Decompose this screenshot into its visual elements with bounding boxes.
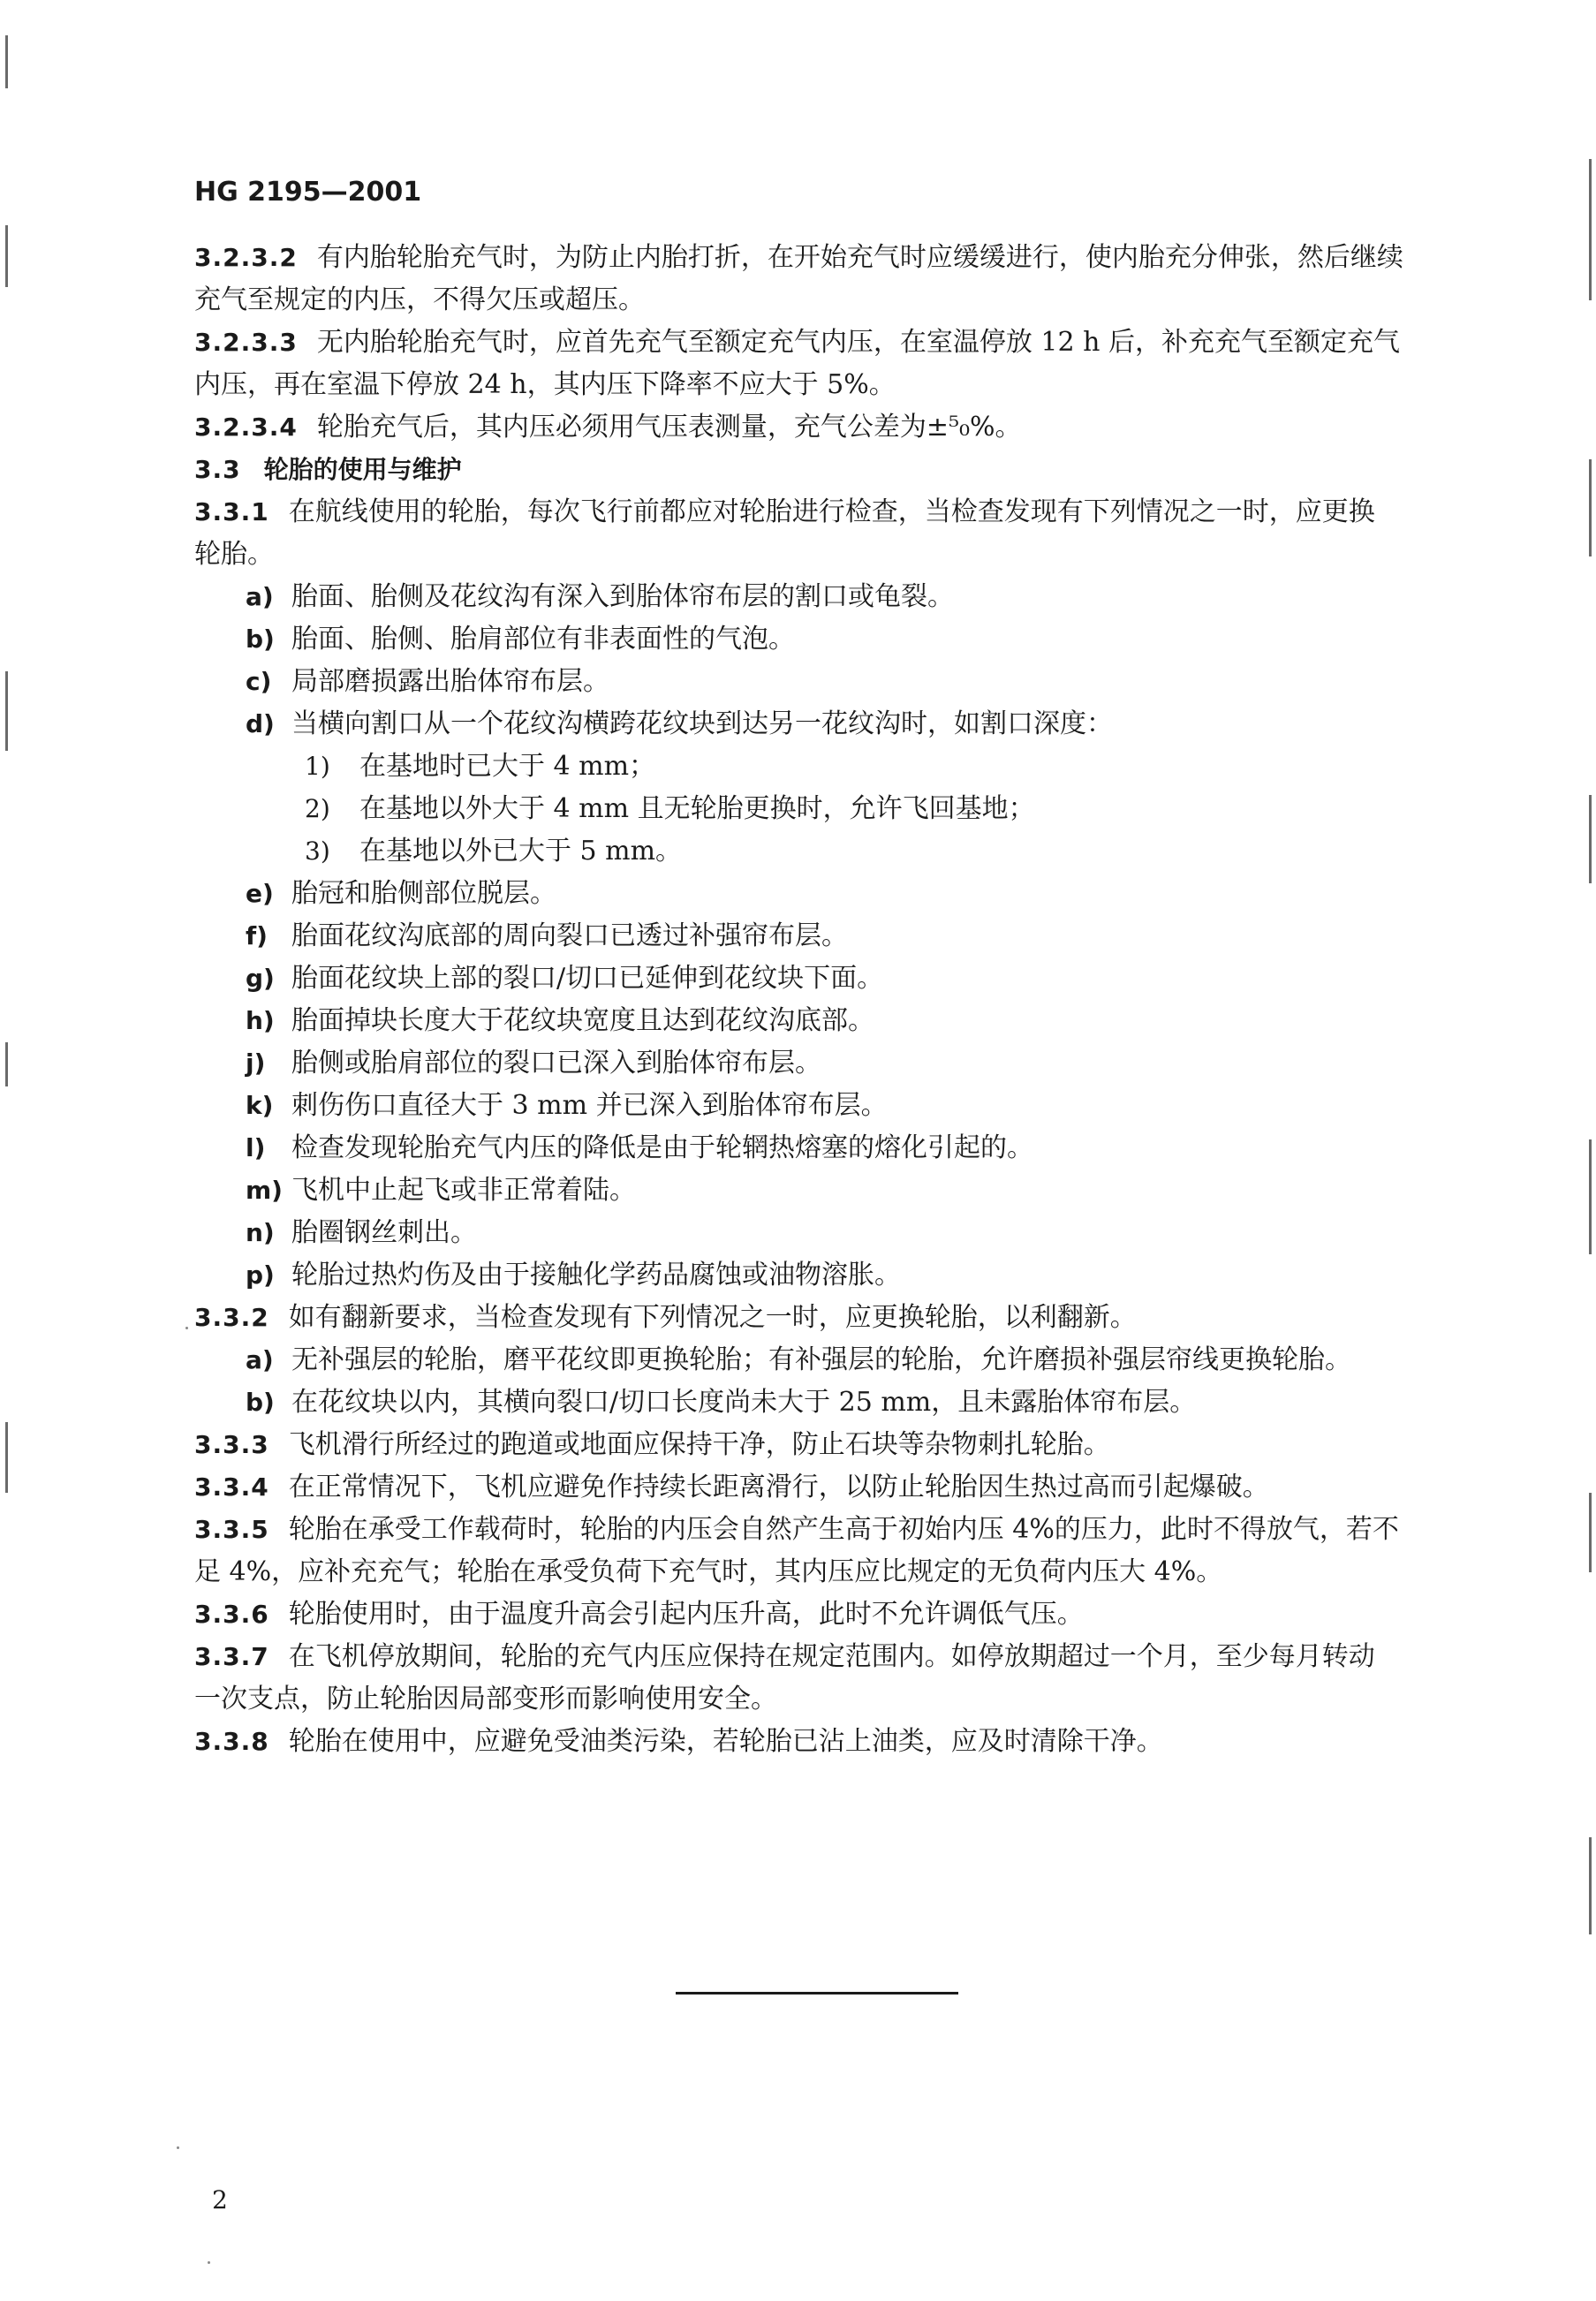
- document-body: [194, 237, 1449, 1763]
- list-item-text: 检查发现轮胎充气内压的降低是由于轮辋热熔塞的熔化引起的。: [291, 1132, 1033, 1163]
- clause-line: [194, 491, 1449, 534]
- list-item: [194, 1085, 1449, 1127]
- list-item-label: m): [246, 1176, 283, 1205]
- list-item-label: n): [246, 1218, 275, 1247]
- list-item-label: k): [246, 1091, 274, 1120]
- list-item-label: b): [246, 624, 275, 654]
- list-item-text: 飞机中止起飞或非正常着陆。: [291, 1175, 636, 1206]
- clause-text: 如有翻新要求，当检查发现有下列情况之一时，应更换轮胎，以利翻新。: [288, 1302, 1137, 1333]
- clause-number: 3.3.5: [194, 1515, 269, 1544]
- list-item-label: a): [246, 582, 274, 611]
- list-item: [194, 957, 1449, 1000]
- continuation-text: 足 4%，应补充充气；轮胎在承受负荷下充气时，其内压应比规定的无负荷内压大 4%。: [194, 1556, 1223, 1587]
- sub-list-item: [194, 830, 1449, 873]
- list-item-text: 胎面掉块长度大于花纹块宽度且达到花纹沟底部。: [291, 1005, 874, 1036]
- scan-edge-mark: [5, 225, 8, 287]
- clause-text: 在航线使用的轮胎，每次飞行前都应对轮胎进行检查，当检查发现有下列情况之一时，应更换: [288, 496, 1375, 527]
- scan-edge-mark: [5, 671, 8, 751]
- list-item: [194, 1212, 1449, 1254]
- scan-edge-mark: [1589, 459, 1592, 556]
- clause-number: 3.3.8: [194, 1727, 269, 1756]
- sub-list-item-text: 在基地以外已大于 5 mm。: [359, 836, 683, 867]
- standard-header: HG 2195—2001: [194, 177, 422, 208]
- list-item-text: 胎面花纹沟底部的周向裂口已透过补强帘布层。: [291, 920, 848, 951]
- continuation-line: [194, 1678, 1449, 1721]
- clause-number: 3.3.3: [194, 1430, 269, 1459]
- continuation-text: 内压，再在室温下停放 24 h，其内压下降率不应大于 5%。: [194, 369, 896, 400]
- clause-text: 有内胎轮胎充气时，为防止内胎打折，在开始充气时应缓缓进行，使内胎充分伸张，然后继续: [316, 242, 1403, 273]
- continuation-line: [194, 364, 1449, 406]
- sub-list-item-text: 在基地以外大于 4 mm 且无轮胎更换时，允许飞回基地；: [359, 793, 1035, 824]
- list-item-text: 轮胎过热灼伤及由于接触化学药品腐蚀或油物溶胀。: [291, 1260, 901, 1291]
- list-item-text: 胎冠和胎侧部位脱层。: [291, 878, 556, 909]
- clause-line: [194, 1424, 1449, 1466]
- list-item: [194, 1000, 1449, 1042]
- clause-number: 3.3.7: [194, 1642, 269, 1671]
- scan-edge-mark: [1589, 1139, 1592, 1254]
- list-item: [194, 1127, 1449, 1169]
- list-item-text: 当横向割口从一个花纹沟横跨花纹块到达另一花纹沟时，如割口深度：: [291, 708, 1113, 739]
- list-item-label: l): [246, 1133, 266, 1162]
- scan-edge-mark: [1589, 1837, 1592, 1934]
- list-item-label: c): [246, 667, 272, 696]
- clause-number: 3.3.2: [194, 1303, 269, 1332]
- clause-number: 3.2.3.3: [194, 328, 298, 357]
- clause-number: 3.3.1: [194, 497, 269, 526]
- sub-list-item: [194, 746, 1449, 788]
- list-item-text: 胎圈钢丝刺出。: [291, 1217, 477, 1248]
- list-item-text: 刺伤伤口直径大于 3 mm 并已深入到胎体帘布层。: [291, 1090, 888, 1121]
- scan-edge-mark: [5, 35, 8, 88]
- clause-text: 轮胎使用时，由于温度升高会引起内压升高，此时不允许调低气压。: [288, 1599, 1084, 1630]
- list-item-text: 胎面、胎侧、胎肩部位有非表面性的气泡。: [291, 624, 795, 655]
- list-item-text: 胎面花纹块上部的裂口/切口已延伸到花纹块下面。: [291, 963, 884, 994]
- clause-line: [194, 1509, 1449, 1551]
- clause-line: [194, 406, 1449, 449]
- sub-list-item: [194, 788, 1449, 830]
- list-item: [194, 661, 1449, 703]
- list-item-text: 胎侧或胎肩部位的裂口已深入到胎体帘布层。: [291, 1048, 821, 1079]
- scan-edge-mark: [1589, 795, 1592, 883]
- clause-line: [194, 237, 1449, 279]
- scan-speck: [208, 2261, 210, 2264]
- list-item: [194, 576, 1449, 618]
- scan-edge-mark: [5, 1422, 8, 1493]
- clause-line: [194, 1593, 1449, 1636]
- sub-list-item-text: 在基地时已大于 4 mm；: [359, 751, 656, 782]
- list-item-text: 胎面、胎侧及花纹沟有深入到胎体帘布层的割口或龟裂。: [291, 581, 954, 612]
- scan-edge-mark: [5, 1042, 8, 1086]
- section-title: 轮胎的使用与维护: [263, 455, 462, 484]
- scan-edge-mark: [1589, 1493, 1592, 1572]
- list-item-label: a): [246, 1345, 274, 1374]
- list-item-text: 局部磨损露出胎体帘布层。: [291, 666, 609, 697]
- sub-list-item-label: 1): [305, 752, 330, 781]
- clause-number: 3.3.4: [194, 1472, 269, 1502]
- continuation-text: 轮胎。: [194, 539, 274, 570]
- sub-list-item-label: 3): [305, 836, 330, 866]
- list-item-label: e): [246, 879, 274, 908]
- continuation-text: 一次支点，防止轮胎因局部变形而影响使用安全。: [194, 1684, 777, 1714]
- list-item: [194, 1381, 1449, 1424]
- list-item: [194, 1254, 1449, 1297]
- list-item-label: b): [246, 1388, 275, 1417]
- scan-speck: [185, 1327, 188, 1329]
- list-item: [194, 1339, 1449, 1381]
- list-item: [194, 1169, 1449, 1212]
- list-item-text: 在花纹块以内，其横向裂口/切口长度尚未大于 25 mm，且未露胎体帘布层。: [291, 1387, 1197, 1418]
- list-item-label: g): [246, 964, 275, 993]
- list-item-label: f): [246, 921, 268, 950]
- clause-text: 轮胎在使用中，应避免受油类污染，若轮胎已沾上油类，应及时清除干净。: [288, 1726, 1163, 1757]
- list-item-text: 无补强层的轮胎，磨平花纹即更换轮胎；有补强层的轮胎，允许磨损补强层帘线更换轮胎。: [291, 1344, 1351, 1375]
- list-item: [194, 703, 1449, 746]
- list-item: [194, 1042, 1449, 1085]
- section-heading: [194, 449, 1449, 491]
- clause-text: 飞机滑行所经过的跑道或地面应保持干净，防止石块等杂物刺扎轮胎。: [288, 1429, 1110, 1460]
- clause-line: [194, 1636, 1449, 1678]
- clause-text: 在正常情况下，飞机应避免作持续长距离滑行，以防止轮胎因生热过高而引起爆破。: [288, 1472, 1269, 1502]
- clause-line: [194, 1721, 1449, 1763]
- clause-number: 3.3.6: [194, 1600, 269, 1629]
- clause-text: 轮胎充气后，其内压必须用气压表测量，充气公差为±⁵₀%。: [316, 412, 1022, 443]
- page-number: 2: [212, 2185, 228, 2214]
- list-item-label: h): [246, 1006, 275, 1035]
- continuation-line: [194, 534, 1449, 576]
- list-item: [194, 618, 1449, 661]
- clause-text: 无内胎轮胎充气时，应首先充气至额定充气内压，在室温停放 12 h 后，补充充气至额定充气: [316, 327, 1400, 358]
- scan-speck: [177, 2146, 179, 2149]
- clause-number: 3.2.3.2: [194, 243, 298, 272]
- clause-number: 3.2.3.4: [194, 413, 298, 442]
- continuation-text: 充气至规定的内压，不得欠压或超压。: [194, 284, 645, 315]
- clause-line: [194, 1466, 1449, 1509]
- end-rule: [676, 1992, 958, 1994]
- clause-text: 在飞机停放期间，轮胎的充气内压应保持在规定范围内。如停放期超过一个月，至少每月转动: [288, 1641, 1375, 1672]
- list-item: [194, 873, 1449, 915]
- continuation-line: [194, 279, 1449, 322]
- list-item-label: j): [246, 1048, 266, 1078]
- scan-edge-mark: [1589, 159, 1592, 300]
- clause-line: [194, 322, 1449, 364]
- clause-line: [194, 1297, 1449, 1339]
- section-number: 3.3: [194, 455, 241, 484]
- list-item-label: d): [246, 709, 275, 738]
- list-item-label: p): [246, 1260, 275, 1290]
- clause-text: 轮胎在承受工作载荷时，轮胎的内压会自然产生高于初始内压 4%的压力，此时不得放气，若不: [288, 1514, 1399, 1545]
- list-item: [194, 915, 1449, 957]
- sub-list-item-label: 2): [305, 794, 330, 823]
- continuation-line: [194, 1551, 1449, 1593]
